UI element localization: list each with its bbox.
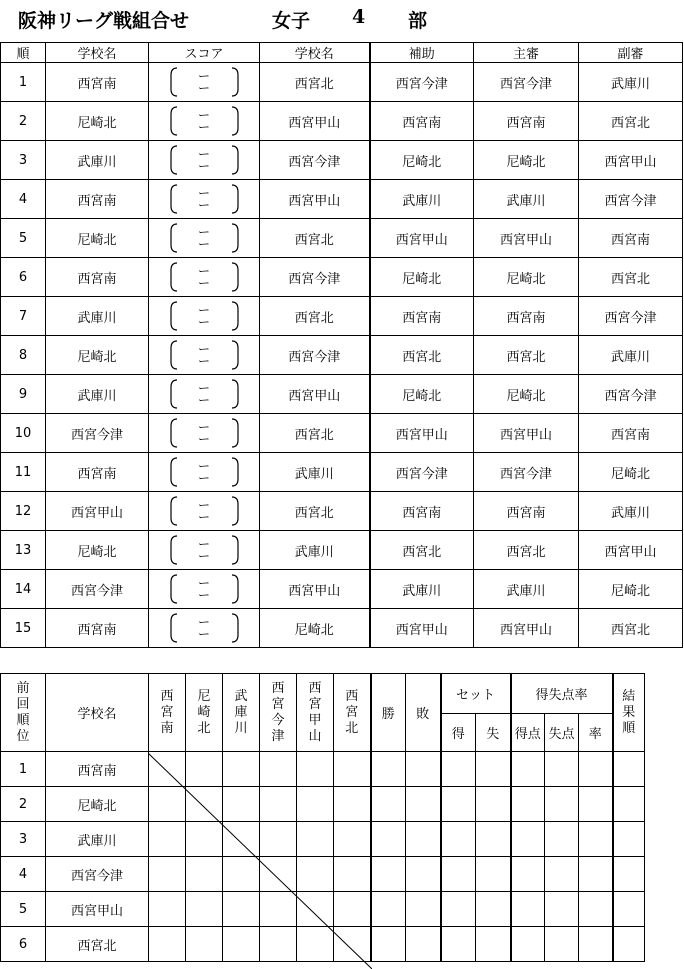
opp-header-nishinomiya-kita: 西 宮 北 [334,674,371,752]
points-loss-cell[interactable] [545,822,579,857]
title-main: 阪神リーグ戦組合せ [18,10,190,32]
match-sub-referee: 西宮甲山 [579,531,683,570]
standings-school: 西宮北 [46,927,149,962]
match-assistant: 武庫川 [370,180,474,219]
match-sub-referee: 西宮南 [579,219,683,258]
match-sub-referee: 西宮北 [579,102,683,141]
points-rate-cell[interactable] [579,857,613,892]
win-cell[interactable] [371,822,406,857]
set-gain-cell[interactable] [441,752,476,787]
match-team-1: 西宮南 [46,180,149,219]
match-row [1,375,683,414]
points-loss-cell[interactable] [545,892,579,927]
match-row [1,531,683,570]
standings-rank: 3 [1,822,46,857]
set-header: セット [441,674,511,714]
win-cell[interactable] [371,927,406,962]
match-sub-referee: 武庫川 [579,336,683,375]
match-row [1,63,683,102]
match-row [1,141,683,180]
score-dash-stack: ー ー [197,186,210,212]
match-assistant: 尼崎北 [370,141,474,180]
match-score [149,531,260,570]
win-cell[interactable] [371,787,406,822]
match-chief-referee: 武庫川 [474,570,579,609]
opp-header-nishinomiya-minami: 西 宮 南 [149,674,186,752]
match-order: 15 [1,609,46,648]
match-team-1: 武庫川 [46,297,149,336]
match-team-2: 西宮北 [260,297,370,336]
match-team-2: 西宮今津 [260,141,370,180]
match-row [1,219,683,258]
points-rate-cell[interactable] [579,892,613,927]
points-loss-cell[interactable] [545,787,579,822]
previous-rank-header: 前 回 順 位 [1,674,46,752]
match-team-2: 西宮北 [260,492,370,531]
match-team-2: 西宮北 [260,414,370,453]
set-gain-cell[interactable] [441,892,476,927]
match-chief-referee: 西宮北 [474,531,579,570]
match-team-1: 尼崎北 [46,219,149,258]
points-rate-cell[interactable] [579,822,613,857]
match-score [149,258,260,297]
match-order: 11 [1,453,46,492]
opp-header-nishinomiya-kabutoyama: 西 宮 甲 山 [297,674,334,752]
match-sub-referee: 尼崎北 [579,453,683,492]
match-assistant: 尼崎北 [370,375,474,414]
match-assistant: 西宮南 [370,492,474,531]
score-dash-stack: ー ー [197,147,210,173]
match-team-2: 武庫川 [260,531,370,570]
page-title [18,6,678,32]
score-dash-stack: ー ー [197,498,210,524]
match-team-1: 西宮甲山 [46,492,149,531]
match-score [149,219,260,258]
match-row [1,609,683,648]
win-cell[interactable] [371,752,406,787]
match-assistant: 西宮南 [370,297,474,336]
header-chief-referee: 主審 [474,43,579,63]
standings-header-row-1 [1,674,645,714]
points-rate-cell[interactable] [579,752,613,787]
match-team-1: 西宮今津 [46,414,149,453]
points-gain-cell[interactable] [511,927,545,962]
points-gain-cell[interactable] [511,857,545,892]
match-row [1,570,683,609]
match-score [149,414,260,453]
score-dash-stack: ー ー [197,108,210,134]
match-order: 7 [1,297,46,336]
standings-school: 尼崎北 [46,787,149,822]
score-dash-stack: ー ー [197,615,210,641]
set-gain-header: 得 [441,714,476,752]
match-chief-referee: 西宮甲山 [474,609,579,648]
match-team-1: 西宮今津 [46,570,149,609]
match-assistant: 西宮北 [370,531,474,570]
match-order: 2 [1,102,46,141]
score-dash-stack: ー ー [197,459,210,485]
match-sub-referee: 西宮今津 [579,297,683,336]
match-chief-referee: 西宮北 [474,336,579,375]
match-score [149,180,260,219]
points-loss-cell[interactable] [545,752,579,787]
score-dash-stack: ー ー [197,264,210,290]
result-rank-cell[interactable] [613,857,645,892]
match-row [1,297,683,336]
set-loss-cell[interactable] [476,822,511,857]
header-order: 順 [1,43,46,63]
match-chief-referee: 武庫川 [474,180,579,219]
set-loss-cell[interactable] [476,787,511,822]
win-header: 勝 [371,674,406,752]
match-sub-referee: 西宮甲山 [579,141,683,180]
match-chief-referee: 西宮甲山 [474,414,579,453]
set-gain-cell[interactable] [441,857,476,892]
match-team-2: 西宮甲山 [260,180,370,219]
standings-school: 西宮甲山 [46,892,149,927]
match-row [1,492,683,531]
match-order: 6 [1,258,46,297]
match-team-1: 尼崎北 [46,336,149,375]
match-team-1: 武庫川 [46,375,149,414]
match-score [149,336,260,375]
match-sub-referee: 西宮今津 [579,180,683,219]
opp-header-mukogawa: 武 庫 川 [223,674,260,752]
points-rate-col-header: 率 [579,714,613,752]
match-header-row [1,43,683,63]
match-score [149,141,260,180]
match-order: 8 [1,336,46,375]
set-loss-cell[interactable] [476,892,511,927]
match-score [149,609,260,648]
match-team-2: 西宮甲山 [260,102,370,141]
match-order: 13 [1,531,46,570]
match-score [149,375,260,414]
match-team-2: 西宮今津 [260,336,370,375]
loss-cell[interactable] [406,787,441,822]
standings-rank: 4 [1,857,46,892]
match-chief-referee: 西宮今津 [474,63,579,102]
match-row [1,102,683,141]
header-sub-referee: 副審 [579,43,683,63]
score-dash-stack: ー ー [197,420,210,446]
match-order: 10 [1,414,46,453]
points-rate-header: 得失点率 [511,674,613,714]
match-team-1: 西宮南 [46,453,149,492]
header-school-1: 学校名 [46,43,149,63]
header-assistant: 補助 [370,43,474,63]
match-score [149,492,260,531]
match-row [1,453,683,492]
standings-school: 西宮南 [46,752,149,787]
score-dash-stack: ー ー [197,69,210,95]
score-dash-stack: ー ー [197,342,210,368]
match-row [1,258,683,297]
match-row [1,180,683,219]
standings-rank: 5 [1,892,46,927]
title-division-number: 4 [352,6,366,28]
win-cell[interactable] [371,892,406,927]
match-chief-referee: 西宮甲山 [474,219,579,258]
points-loss-cell[interactable] [545,927,579,962]
standings-rank: 6 [1,927,46,962]
match-team-1: 武庫川 [46,141,149,180]
score-dash-stack: ー ー [197,303,210,329]
match-team-1: 西宮南 [46,258,149,297]
title-division-suffix: 部 [408,10,428,32]
match-order: 3 [1,141,46,180]
match-row [1,336,683,375]
match-assistant: 西宮南 [370,102,474,141]
match-sub-referee: 西宮北 [579,258,683,297]
opp-header-amagasaki-kita: 尼 崎 北 [186,674,223,752]
match-sub-referee: 武庫川 [579,492,683,531]
result-rank-cell[interactable] [613,752,645,787]
title-category: 女子 [272,10,311,32]
points-gain-cell[interactable] [511,787,545,822]
match-sub-referee: 西宮北 [579,609,683,648]
match-team-2: 西宮北 [260,63,370,102]
loss-cell[interactable] [406,857,441,892]
match-score [149,570,260,609]
match-order: 4 [1,180,46,219]
match-assistant: 尼崎北 [370,258,474,297]
result-rank-cell[interactable] [613,787,645,822]
points-gain-cell[interactable] [511,822,545,857]
score-dash-stack: ー ー [197,537,210,563]
match-chief-referee: 尼崎北 [474,258,579,297]
match-chief-referee: 尼崎北 [474,141,579,180]
match-assistant: 西宮北 [370,336,474,375]
match-assistant: 西宮甲山 [370,219,474,258]
match-sub-referee: 西宮今津 [579,375,683,414]
points-rate-cell[interactable] [579,787,613,822]
loss-cell[interactable] [406,822,441,857]
match-team-2: 武庫川 [260,453,370,492]
match-sub-referee: 尼崎北 [579,570,683,609]
match-score [149,297,260,336]
match-order: 12 [1,492,46,531]
result-rank-cell[interactable] [613,927,645,962]
match-score [149,63,260,102]
header-score: スコア [149,43,260,63]
points-loss-cell[interactable] [545,857,579,892]
match-team-2: 西宮今津 [260,258,370,297]
school-header: 学校名 [46,674,149,752]
match-assistant: 武庫川 [370,570,474,609]
set-loss-cell[interactable] [476,927,511,962]
points-gain-cell[interactable] [511,752,545,787]
header-school-2: 学校名 [260,43,370,63]
points-gain-header: 得点 [511,714,545,752]
match-chief-referee: 西宮南 [474,492,579,531]
match-team-2: 西宮甲山 [260,570,370,609]
match-order: 1 [1,63,46,102]
diagonal-self-match-line [148,753,372,969]
match-chief-referee: 西宮今津 [474,453,579,492]
set-loss-cell[interactable] [476,752,511,787]
match-chief-referee: 西宮南 [474,102,579,141]
score-dash-stack: ー ー [197,381,210,407]
points-gain-cell[interactable] [511,892,545,927]
loss-header: 敗 [406,674,441,752]
set-gain-cell[interactable] [441,927,476,962]
loss-cell[interactable] [406,752,441,787]
match-team-1: 西宮南 [46,63,149,102]
match-team-1: 尼崎北 [46,531,149,570]
match-assistant: 西宮甲山 [370,609,474,648]
result-rank-header: 結 果 順 [613,674,645,752]
match-order: 5 [1,219,46,258]
match-sub-referee: 武庫川 [579,63,683,102]
match-row [1,414,683,453]
loss-cell[interactable] [406,927,441,962]
match-assistant: 西宮今津 [370,453,474,492]
set-loss-cell[interactable] [476,857,511,892]
set-loss-header: 失 [476,714,511,752]
set-gain-cell[interactable] [441,787,476,822]
match-chief-referee: 尼崎北 [474,375,579,414]
match-score [149,102,260,141]
standings-rank: 1 [1,752,46,787]
match-score [149,453,260,492]
match-order: 9 [1,375,46,414]
score-dash-stack: ー ー [197,576,210,602]
match-team-1: 西宮南 [46,609,149,648]
standings-school: 武庫川 [46,822,149,857]
set-gain-cell[interactable] [441,822,476,857]
standings-rank: 2 [1,787,46,822]
match-assistant: 西宮甲山 [370,414,474,453]
match-team-1: 尼崎北 [46,102,149,141]
match-team-2: 尼崎北 [260,609,370,648]
match-team-2: 西宮北 [260,219,370,258]
match-team-2: 西宮甲山 [260,375,370,414]
match-schedule-table [0,42,683,648]
standings-school: 西宮今津 [46,857,149,892]
match-chief-referee: 西宮南 [474,297,579,336]
match-order: 14 [1,570,46,609]
score-dash-stack: ー ー [197,225,210,251]
opp-header-nishinomiya-imazu: 西 宮 今 津 [260,674,297,752]
match-assistant: 西宮今津 [370,63,474,102]
points-rate-cell[interactable] [579,927,613,962]
result-rank-cell[interactable] [613,822,645,857]
result-rank-cell[interactable] [613,892,645,927]
match-sub-referee: 西宮南 [579,414,683,453]
points-loss-header: 失点 [545,714,579,752]
loss-cell[interactable] [406,892,441,927]
win-cell[interactable] [371,857,406,892]
